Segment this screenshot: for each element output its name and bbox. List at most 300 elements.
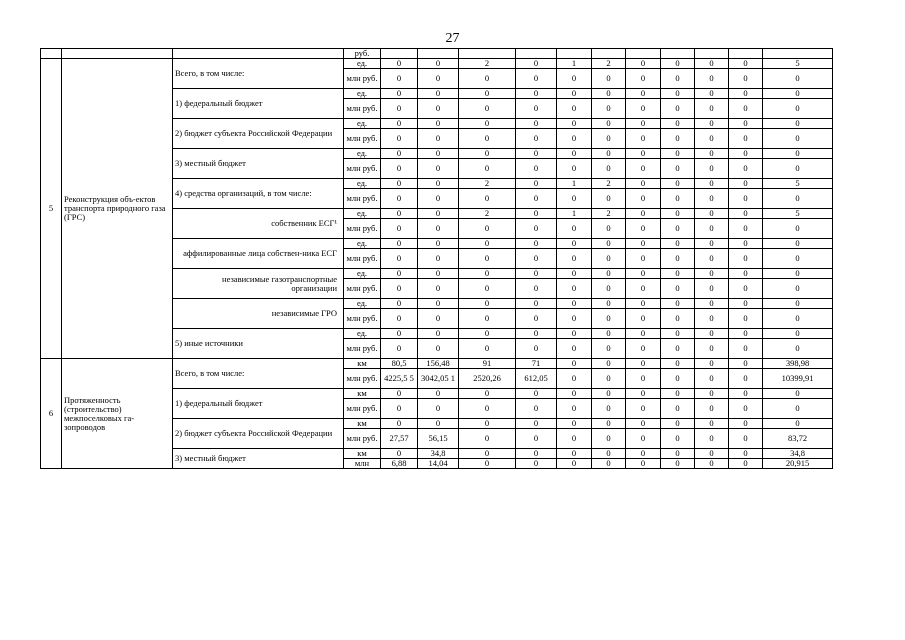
- value-cell: 0: [695, 149, 729, 159]
- unit-cell: ед.: [344, 119, 381, 129]
- value-cell: 0: [418, 209, 459, 219]
- value-cell: 0: [516, 89, 557, 99]
- value-cell: 0: [729, 89, 763, 99]
- total-cell: 0: [763, 149, 833, 159]
- value-cell: 0: [695, 179, 729, 189]
- value-cell: 1: [557, 179, 592, 189]
- value-cell: 0: [516, 239, 557, 249]
- value-cell: 0: [557, 419, 592, 429]
- value-cell: 0: [381, 99, 418, 119]
- value-cell: 0: [695, 129, 729, 149]
- unit-cell: ед.: [344, 269, 381, 279]
- total-cell: 0: [763, 279, 833, 299]
- value-cell: 0: [661, 189, 695, 209]
- value-cell: 0: [695, 249, 729, 269]
- value-cell: 0: [516, 179, 557, 189]
- value-cell: 91: [459, 359, 516, 369]
- value-cell: 0: [729, 99, 763, 119]
- value-cell: 0: [557, 309, 592, 329]
- total-cell: 0: [763, 389, 833, 399]
- unit-cell: км: [344, 359, 381, 369]
- table-row: [41, 359, 833, 369]
- value-cell: 0: [661, 279, 695, 299]
- value-cell: 0: [516, 329, 557, 339]
- value-cell: 0: [418, 329, 459, 339]
- value-cell: 0: [459, 69, 516, 89]
- value-cell: 0: [557, 339, 592, 359]
- value-cell: 0: [729, 269, 763, 279]
- value-cell: 0: [661, 159, 695, 179]
- value-cell: 0: [661, 369, 695, 389]
- value-cell: 0: [557, 359, 592, 369]
- value-cell: 0: [418, 159, 459, 179]
- funding-table: [40, 48, 833, 469]
- cell: [62, 49, 173, 59]
- value-cell: 2: [459, 59, 516, 69]
- unit-cell: руб.: [344, 49, 381, 59]
- total-cell: 5: [763, 59, 833, 69]
- value-cell: 0: [516, 149, 557, 159]
- total-cell: 0: [763, 119, 833, 129]
- value-cell: 0: [381, 149, 418, 159]
- value-cell: 2: [592, 179, 626, 189]
- value-cell: 0: [626, 279, 661, 299]
- unit-cell: км: [344, 389, 381, 399]
- value-cell: 0: [516, 269, 557, 279]
- unit-cell: ед.: [344, 209, 381, 219]
- value-cell: 0: [729, 299, 763, 309]
- value-cell: 0: [557, 129, 592, 149]
- value-cell: 0: [626, 99, 661, 119]
- value-cell: 0: [459, 309, 516, 329]
- total-cell: 0: [763, 399, 833, 419]
- value-cell: 2: [592, 209, 626, 219]
- value-cell: 0: [557, 279, 592, 299]
- value-cell: 56,15: [418, 429, 459, 449]
- value-cell: 0: [418, 59, 459, 69]
- value-cell: 0: [626, 369, 661, 389]
- value-cell: 0: [695, 239, 729, 249]
- value-cell: 0: [729, 459, 763, 469]
- value-cell: 0: [459, 459, 516, 469]
- value-cell: 0: [557, 89, 592, 99]
- value-cell: 0: [557, 299, 592, 309]
- total-cell: 0: [763, 339, 833, 359]
- value-cell: 0: [661, 269, 695, 279]
- unit-cell: млн руб.: [344, 429, 381, 449]
- value-cell: 0: [516, 99, 557, 119]
- value-cell: 0: [381, 249, 418, 269]
- value-cell: 0: [381, 159, 418, 179]
- value-cell: 0: [592, 89, 626, 99]
- unit-cell: млн руб.: [344, 129, 381, 149]
- value-cell: 0: [557, 369, 592, 389]
- unit-cell: млн: [344, 459, 381, 469]
- value-cell: 0: [459, 419, 516, 429]
- funding-source-label: 3) местный бюджет: [173, 449, 344, 469]
- value-cell: 4225,5 5: [381, 369, 418, 389]
- funding-source-label: 1) федеральный бюджет: [173, 89, 344, 119]
- value-cell: 0: [592, 119, 626, 129]
- unit-cell: млн руб.: [344, 309, 381, 329]
- value-cell: 0: [661, 299, 695, 309]
- value-cell: 0: [626, 89, 661, 99]
- value-cell: 0: [695, 309, 729, 329]
- value-cell: 0: [381, 269, 418, 279]
- total-cell: 20,915: [763, 459, 833, 469]
- value-cell: 0: [729, 179, 763, 189]
- value-cell: 0: [626, 299, 661, 309]
- value-cell: 0: [516, 299, 557, 309]
- value-cell: 0: [695, 389, 729, 399]
- total-cell: 0: [763, 219, 833, 239]
- value-cell: 0: [626, 429, 661, 449]
- value-cell: 0: [418, 279, 459, 299]
- value-cell: 0: [381, 89, 418, 99]
- value-cell: 0: [592, 459, 626, 469]
- total-cell: 83,72: [763, 429, 833, 449]
- unit-cell: млн руб.: [344, 399, 381, 419]
- value-cell: 0: [729, 189, 763, 209]
- value-cell: 0: [381, 449, 418, 459]
- value-cell: 0: [695, 189, 729, 209]
- total-cell: 0: [763, 249, 833, 269]
- value-cell: 0: [592, 399, 626, 419]
- unit-cell: ед.: [344, 329, 381, 339]
- value-cell: 0: [729, 339, 763, 359]
- cell: [763, 49, 833, 59]
- value-cell: 0: [626, 59, 661, 69]
- value-cell: 0: [516, 69, 557, 89]
- funding-source-label: 3) местный бюджет: [173, 149, 344, 179]
- value-cell: 0: [626, 449, 661, 459]
- value-cell: 0: [729, 149, 763, 159]
- value-cell: 0: [592, 419, 626, 429]
- value-cell: 0: [459, 449, 516, 459]
- value-cell: 0: [661, 399, 695, 419]
- value-cell: 0: [516, 119, 557, 129]
- value-cell: 2: [459, 209, 516, 219]
- value-cell: 0: [516, 59, 557, 69]
- unit-cell: ед.: [344, 179, 381, 189]
- value-cell: 0: [516, 279, 557, 299]
- total-cell: 0: [763, 129, 833, 149]
- value-cell: 0: [661, 459, 695, 469]
- value-cell: 0: [516, 389, 557, 399]
- value-cell: 0: [661, 309, 695, 329]
- unit-cell: км: [344, 449, 381, 459]
- value-cell: 0: [729, 69, 763, 89]
- value-cell: 0: [592, 239, 626, 249]
- value-cell: 6,88: [381, 459, 418, 469]
- value-cell: 0: [459, 239, 516, 249]
- value-cell: 0: [418, 89, 459, 99]
- value-cell: 0: [381, 339, 418, 359]
- value-cell: 0: [381, 189, 418, 209]
- value-cell: 0: [418, 269, 459, 279]
- value-cell: 0: [695, 359, 729, 369]
- value-cell: 0: [557, 119, 592, 129]
- value-cell: 0: [661, 339, 695, 359]
- value-cell: 0: [557, 459, 592, 469]
- value-cell: 0: [516, 219, 557, 239]
- value-cell: 0: [418, 249, 459, 269]
- value-cell: 0: [459, 339, 516, 359]
- cell: [729, 49, 763, 59]
- value-cell: 0: [592, 129, 626, 149]
- value-cell: 0: [557, 99, 592, 119]
- funding-source-label: аффилированные лица собствен-ника ЕСГ: [173, 239, 344, 269]
- value-cell: 0: [661, 239, 695, 249]
- value-cell: 0: [661, 119, 695, 129]
- total-cell: 0: [763, 419, 833, 429]
- value-cell: 0: [557, 149, 592, 159]
- value-cell: 0: [626, 399, 661, 419]
- value-cell: 0: [695, 429, 729, 449]
- value-cell: 0: [557, 329, 592, 339]
- value-cell: 1: [557, 209, 592, 219]
- unit-cell: ед.: [344, 59, 381, 69]
- total-cell: 0: [763, 309, 833, 329]
- value-cell: 0: [557, 219, 592, 239]
- value-cell: 0: [661, 419, 695, 429]
- value-cell: 0: [557, 389, 592, 399]
- unit-cell: млн руб.: [344, 189, 381, 209]
- value-cell: 0: [459, 399, 516, 419]
- value-cell: 0: [516, 249, 557, 269]
- value-cell: 612,05: [516, 369, 557, 389]
- unit-cell: км: [344, 419, 381, 429]
- value-cell: 0: [695, 119, 729, 129]
- value-cell: 0: [592, 159, 626, 179]
- cell: [381, 49, 418, 59]
- unit-cell: ед.: [344, 239, 381, 249]
- value-cell: 0: [661, 179, 695, 189]
- funding-source-label: 2) бюджет субъекта Российской Федерации: [173, 119, 344, 149]
- cell: [41, 49, 62, 59]
- value-cell: 0: [516, 429, 557, 449]
- value-cell: 0: [661, 149, 695, 159]
- value-cell: 0: [459, 249, 516, 269]
- value-cell: 0: [557, 239, 592, 249]
- value-cell: 0: [459, 129, 516, 149]
- total-cell: 0: [763, 159, 833, 179]
- value-cell: 3042,05 1: [418, 369, 459, 389]
- cell: [592, 49, 626, 59]
- value-cell: 0: [459, 269, 516, 279]
- value-cell: 0: [626, 309, 661, 329]
- funding-source-label: собственник ЕСГ¹: [173, 209, 344, 239]
- value-cell: 0: [418, 389, 459, 399]
- value-cell: 0: [592, 309, 626, 329]
- value-cell: 0: [592, 219, 626, 239]
- value-cell: 156,48: [418, 359, 459, 369]
- value-cell: 0: [695, 159, 729, 179]
- section-number: 5: [41, 59, 62, 359]
- value-cell: 0: [626, 179, 661, 189]
- value-cell: 0: [626, 119, 661, 129]
- value-cell: 0: [592, 429, 626, 449]
- value-cell: 0: [516, 189, 557, 209]
- value-cell: 0: [729, 369, 763, 389]
- unit-cell: млн руб.: [344, 369, 381, 389]
- value-cell: 0: [626, 459, 661, 469]
- value-cell: 0: [729, 219, 763, 239]
- total-cell: 0: [763, 99, 833, 119]
- value-cell: 0: [459, 89, 516, 99]
- value-cell: 0: [695, 329, 729, 339]
- funding-source-label: Всего, в том числе:: [173, 359, 344, 389]
- value-cell: 0: [592, 449, 626, 459]
- value-cell: 0: [626, 269, 661, 279]
- value-cell: 0: [516, 309, 557, 329]
- value-cell: 0: [381, 209, 418, 219]
- value-cell: 27,57: [381, 429, 418, 449]
- value-cell: 0: [381, 69, 418, 89]
- total-cell: 0: [763, 329, 833, 339]
- value-cell: 0: [381, 129, 418, 149]
- value-cell: 0: [695, 219, 729, 239]
- total-cell: 398,98: [763, 359, 833, 369]
- value-cell: 0: [418, 129, 459, 149]
- cell: [661, 49, 695, 59]
- value-cell: 0: [381, 389, 418, 399]
- section-number: 6: [41, 359, 62, 469]
- value-cell: 0: [626, 189, 661, 209]
- value-cell: 0: [516, 419, 557, 429]
- total-cell: 0: [763, 89, 833, 99]
- value-cell: 0: [729, 209, 763, 219]
- value-cell: 0: [729, 249, 763, 269]
- value-cell: 0: [626, 359, 661, 369]
- value-cell: 0: [695, 59, 729, 69]
- value-cell: 0: [661, 249, 695, 269]
- value-cell: 0: [661, 209, 695, 219]
- value-cell: 0: [557, 449, 592, 459]
- value-cell: 0: [729, 449, 763, 459]
- value-cell: 0: [626, 129, 661, 149]
- value-cell: 0: [381, 59, 418, 69]
- unit-cell: млн руб.: [344, 159, 381, 179]
- value-cell: 0: [626, 219, 661, 239]
- value-cell: 0: [592, 279, 626, 299]
- value-cell: 0: [729, 389, 763, 399]
- value-cell: 0: [626, 149, 661, 159]
- value-cell: 0: [418, 179, 459, 189]
- cell: [516, 49, 557, 59]
- value-cell: 0: [418, 149, 459, 159]
- total-cell: 0: [763, 299, 833, 309]
- value-cell: 0: [418, 339, 459, 359]
- value-cell: 0: [381, 399, 418, 419]
- value-cell: 0: [459, 159, 516, 179]
- value-cell: 2: [459, 179, 516, 189]
- value-cell: 0: [459, 99, 516, 119]
- value-cell: 0: [626, 159, 661, 179]
- value-cell: 0: [661, 329, 695, 339]
- value-cell: 1: [557, 59, 592, 69]
- cell: [459, 49, 516, 59]
- value-cell: 0: [459, 219, 516, 239]
- value-cell: 0: [695, 369, 729, 389]
- value-cell: 0: [695, 399, 729, 419]
- section-title: Протяженность (строительство) межпоселковых га-зопроводов: [62, 359, 173, 469]
- value-cell: 0: [729, 159, 763, 179]
- value-cell: 0: [729, 119, 763, 129]
- total-cell: 5: [763, 179, 833, 189]
- cell: [626, 49, 661, 59]
- value-cell: 0: [661, 389, 695, 399]
- table-row: [41, 59, 833, 69]
- value-cell: 0: [418, 219, 459, 239]
- total-cell: 34,8: [763, 449, 833, 459]
- value-cell: 0: [592, 269, 626, 279]
- cell: [173, 49, 344, 59]
- value-cell: 0: [695, 419, 729, 429]
- value-cell: 0: [459, 329, 516, 339]
- value-cell: 0: [381, 329, 418, 339]
- funding-source-label: 4) средства организаций, в том числе:: [173, 179, 344, 209]
- unit-cell: млн руб.: [344, 249, 381, 269]
- funding-source-label: 5) иные источники: [173, 329, 344, 359]
- value-cell: 0: [592, 389, 626, 399]
- total-cell: 0: [763, 189, 833, 209]
- value-cell: 0: [695, 299, 729, 309]
- value-cell: 2520,26: [459, 369, 516, 389]
- cell: [418, 49, 459, 59]
- value-cell: 0: [661, 129, 695, 149]
- value-cell: 0: [695, 459, 729, 469]
- unit-cell: млн руб.: [344, 279, 381, 299]
- total-cell: 0: [763, 269, 833, 279]
- value-cell: 0: [381, 419, 418, 429]
- value-cell: 0: [661, 59, 695, 69]
- section-title: Реконструкция объ-ектов транспорта природного газа (ГРС): [62, 59, 173, 359]
- value-cell: 0: [418, 419, 459, 429]
- value-cell: 0: [381, 239, 418, 249]
- value-cell: 0: [695, 209, 729, 219]
- value-cell: 0: [381, 299, 418, 309]
- value-cell: 0: [626, 239, 661, 249]
- value-cell: 0: [729, 129, 763, 149]
- value-cell: 0: [626, 69, 661, 89]
- value-cell: 0: [729, 359, 763, 369]
- value-cell: 0: [729, 419, 763, 429]
- value-cell: 0: [459, 149, 516, 159]
- value-cell: 0: [729, 399, 763, 419]
- value-cell: 0: [695, 279, 729, 299]
- value-cell: 0: [557, 269, 592, 279]
- unit-cell: ед.: [344, 299, 381, 309]
- unit-cell: млн руб.: [344, 339, 381, 359]
- value-cell: 0: [459, 389, 516, 399]
- value-cell: 0: [661, 359, 695, 369]
- funding-source-label: 1) федеральный бюджет: [173, 389, 344, 419]
- value-cell: 0: [459, 119, 516, 129]
- value-cell: 0: [626, 419, 661, 429]
- value-cell: 0: [592, 249, 626, 269]
- value-cell: 71: [516, 359, 557, 369]
- value-cell: 0: [516, 459, 557, 469]
- value-cell: 0: [626, 339, 661, 359]
- unit-cell: ед.: [344, 149, 381, 159]
- value-cell: 34,8: [418, 449, 459, 459]
- value-cell: 0: [695, 99, 729, 119]
- value-cell: 0: [516, 209, 557, 219]
- funding-source-label: 2) бюджет субъекта Российской Федерации: [173, 419, 344, 449]
- total-cell: 5: [763, 209, 833, 219]
- value-cell: 0: [459, 429, 516, 449]
